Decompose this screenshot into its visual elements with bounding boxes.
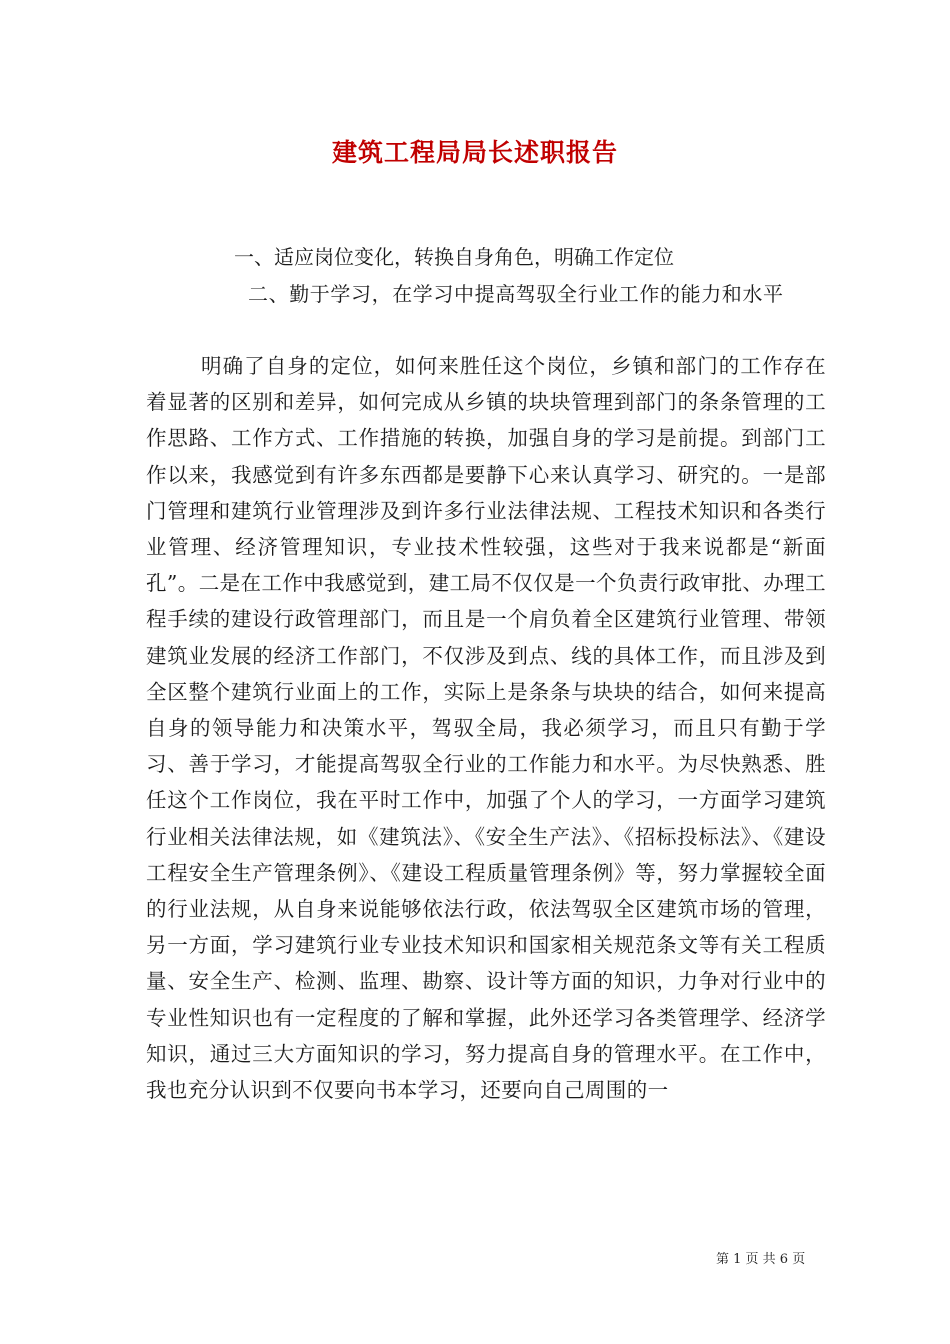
page-number: 第 1 页 共 6 页 <box>716 1252 806 1267</box>
body-paragraph: 明确了自身的定位，如何来胜任这个岗位，乡镇和部门的工作存在着显著的区别和差异，如何完成从乡镇的块块管理到部门的条条管理的工作思路、工作方式、工作措施的转换，加强自身的学习是前提。到部门工作以来，我感觉到有许多东西都是要静下心来认真学习、研究的。一是部门管理和建筑行业管理涉及到许多行业法律法规、工程技术知识和各类行业管理、经济管理知识，专业技术性较强，这些对于我来说都是“新面孔”。二是在工作中我感觉到，建工局不仅仅是一个负责行政审批、办理工程手续的建设行政管理部门，而且是一个肩负着全区建筑行业管理、带领建筑业发展的经济工作部门，不仅涉及到点、线的具体工作，而且涉及到全区整个建筑行业面上的工作，实际上是条条与块块的结合，如何来提高自身的领导能力和决策水平，驾驭全局，我必须学习，而且只有勤于学习、善于学习，才能提高驾驭全行业的工作能力和水平。为尽快熟悉、胜任这个工作岗位，我在平时工作中，加强了个人的学习，一方面学习建筑行业相关法律法规，如《建筑法》、《安全生产法》、《招标投标法》、《建设工程安全生产管理条例》、《建设工程质量管理条例》等，努力掌握较全面的行业法规，从自身来说能够依法行政，依法驾驭全区建筑市场的管理，另一方面，学习建筑行业专业技术知识和国家相关规范条文等有关工程质量、安全生产、检测、监理、勘察、设计等方面的知识，力争对行业中的专业性知识也有一定程度的了解和掌握，此外还学习各类管理学、经济学知识，通过三大方面知识的学习，努力提高自身的管理水平。在工作中，我也充分认识到不仅要向书本学习，还要向自己周围的一 <box>146 354 826 1103</box>
section-heading-2: 二、勤于学习，在学习中提高驾驭全行业工作的能力和水平 <box>248 282 784 306</box>
section-heading-1: 一、适应岗位变化，转换自身角色，明确工作定位 <box>234 245 674 269</box>
document-title: 建筑工程局局长述职报告 <box>331 138 618 167</box>
